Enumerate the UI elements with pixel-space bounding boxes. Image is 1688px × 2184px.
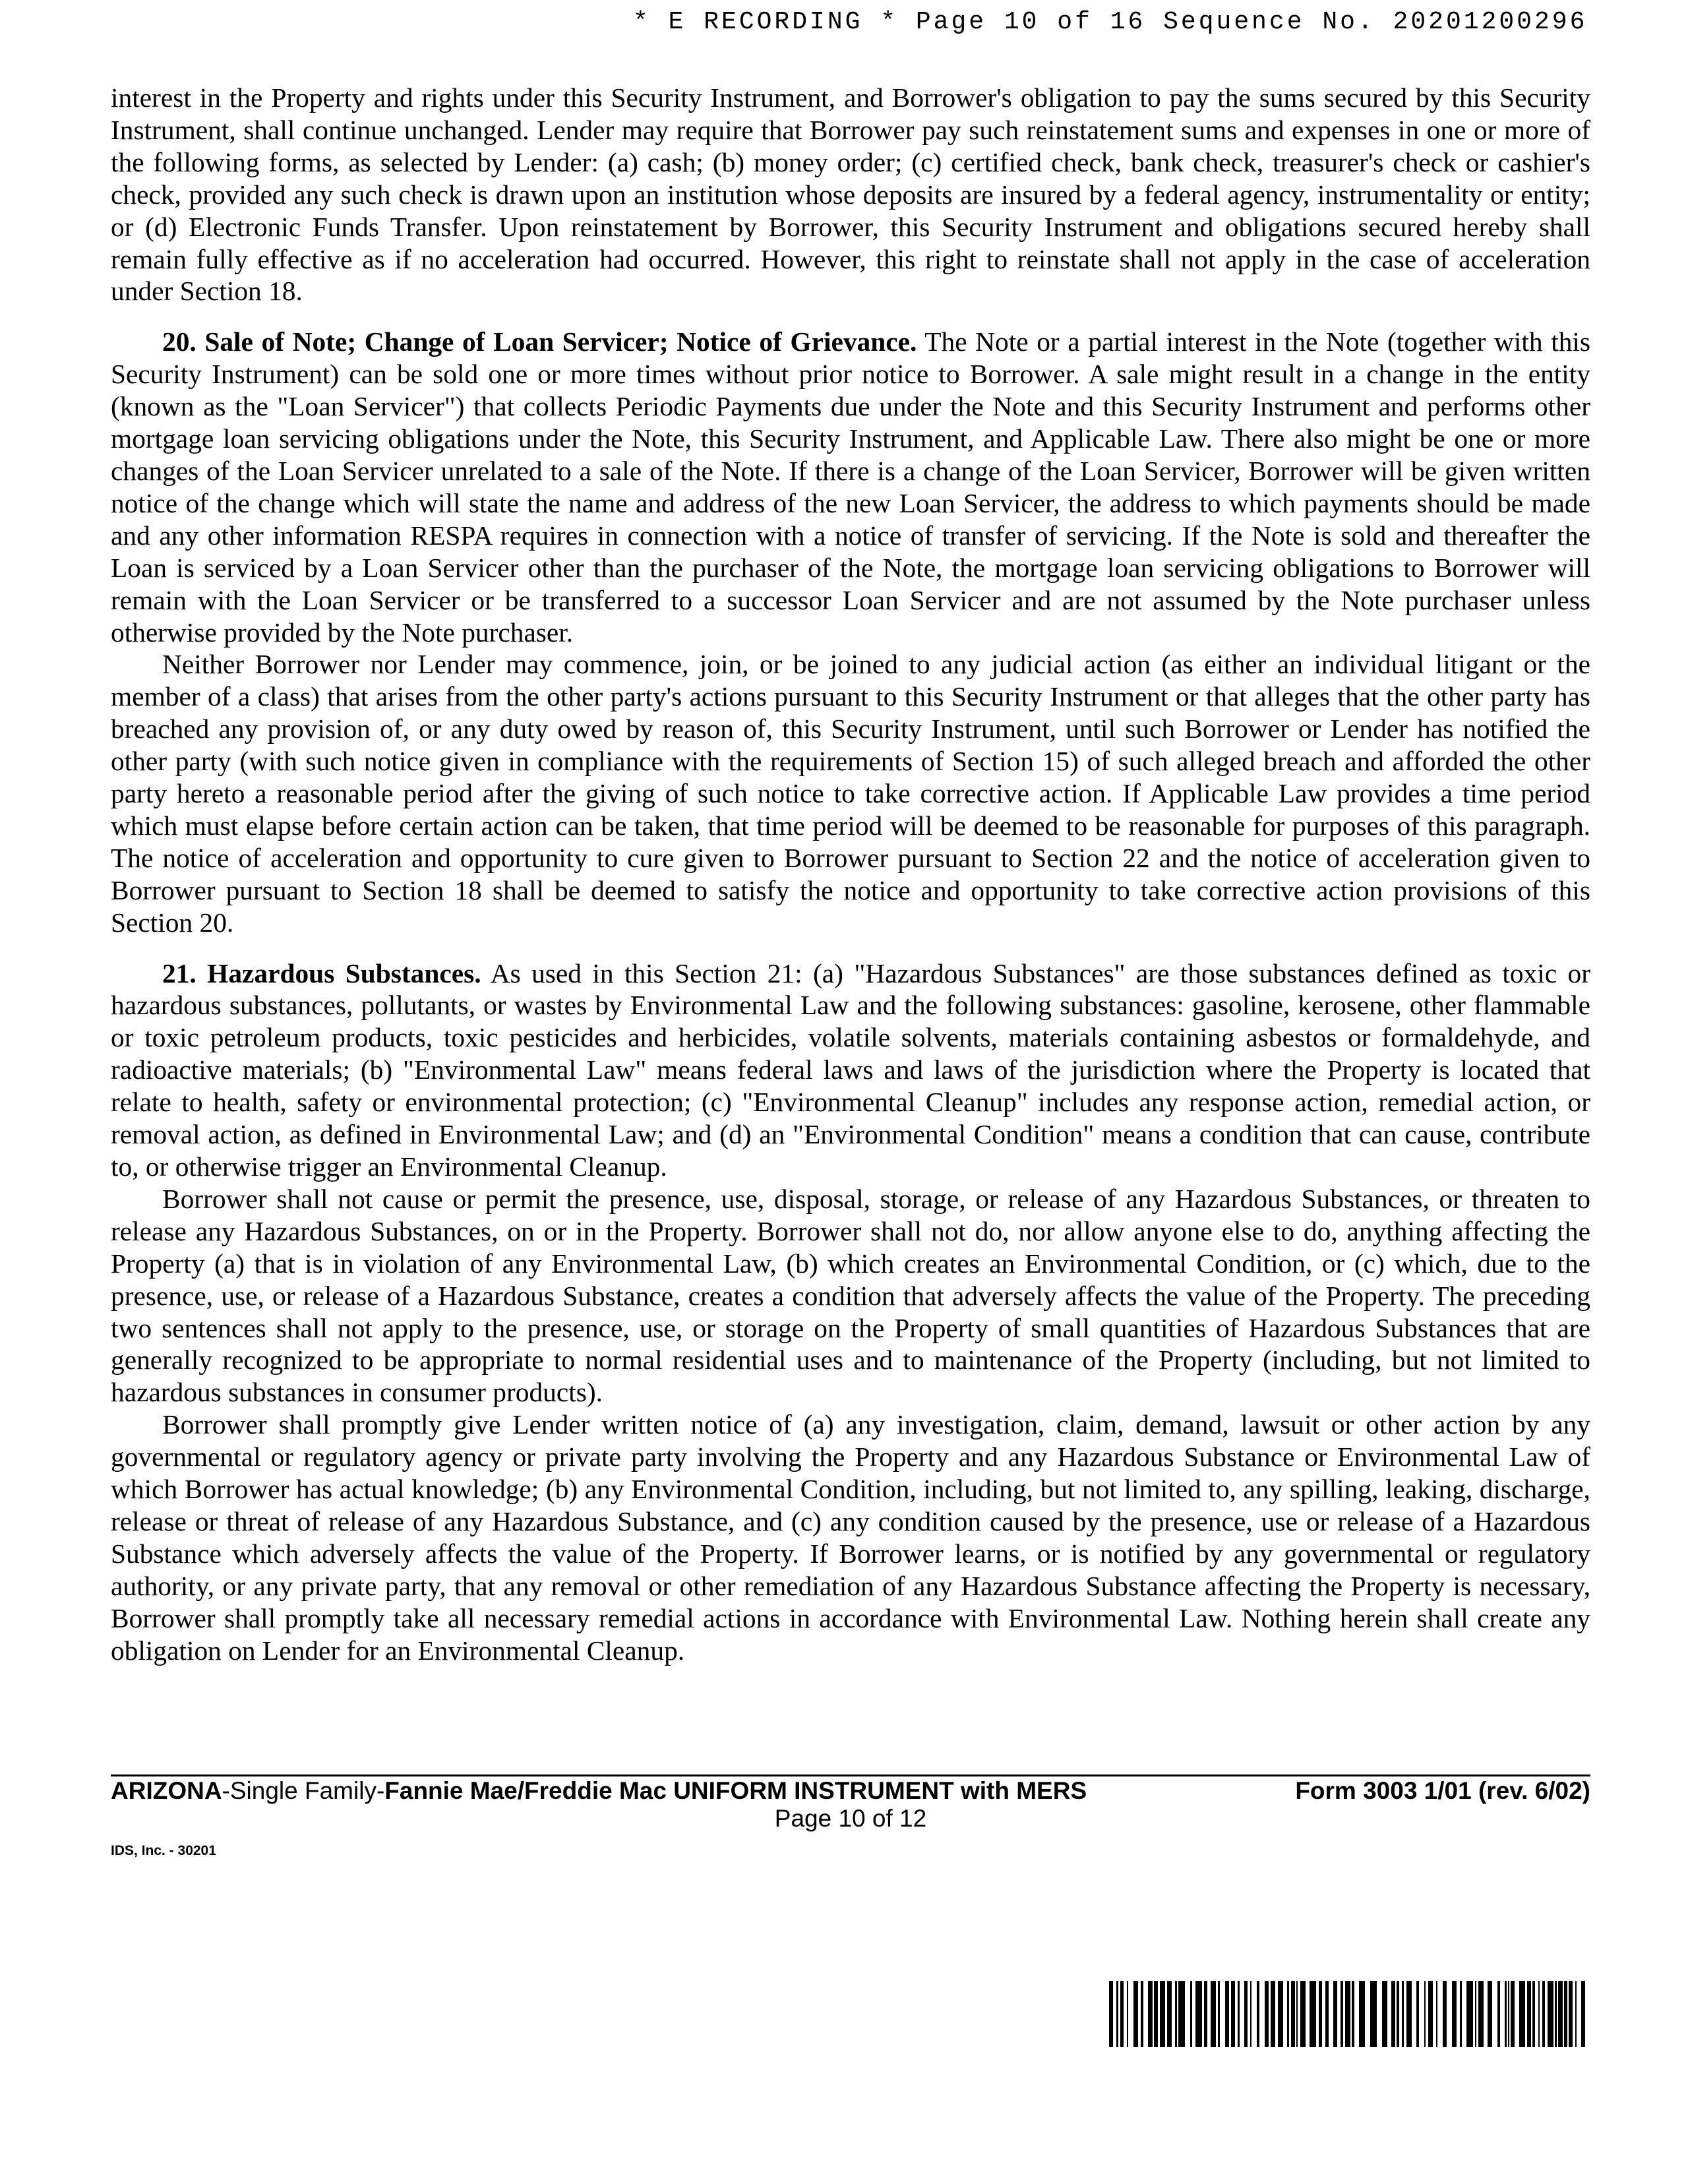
barcode-bar: [1190, 1981, 1192, 2047]
barcode-bar: [1167, 1981, 1172, 2047]
footer-instrument: Fannie Mae/Freddie Mac UNIFORM INSTRUMENT with MERS: [384, 1777, 1087, 1804]
barcode-bar: [1175, 1981, 1177, 2047]
barcode-bar: [1519, 1981, 1525, 2047]
barcode-bar: [1341, 1981, 1343, 2047]
section-20-heading: 20. Sale of Note; Change of Loan Servicer; Notice of Grievance.: [162, 326, 917, 357]
barcode-bar: [1564, 1981, 1567, 2047]
barcode-bar: [1238, 1981, 1240, 2047]
barcode-bar: [1265, 1981, 1269, 2047]
barcode-bar: [1575, 1981, 1577, 2047]
barcode-bar: [1244, 1981, 1248, 2047]
footer-page-number: Page 10 of 12: [774, 1805, 927, 1832]
barcode-bar: [1460, 1981, 1462, 2047]
barcode-bar: [1511, 1981, 1515, 2047]
barcode-bar: [1257, 1981, 1259, 2047]
barcode-bar: [1402, 1981, 1404, 2047]
barcode-bar: [1291, 1981, 1295, 2047]
section-21-paragraph-3: Borrower shall promptly give Lender written notice of (a) any investigation, claim, demand, lawsuit or other action by any governmental or regulatory agency or private party involving the Property and any Hazardous Substance or Environmental Law of which Borrower has actual knowledge; (b) any Environmental Condition, including, but not limited to, any spilling, leaking, discharge, release or threat of release of any Hazardous Substance, and (c) any condition caused by the presence, use or release of a Hazardous Substance which adversely affects the value of the Property. If Borrower learns, or is notified by any governmental or regulatory authority, or any private party, that any removal or other remediation of any Hazardous Substance affecting the Property is necessary, Borrower shall promptly take all necessary remedial actions in accordance with Environmental Law. Nothing herein shall create any obligation on Lender for an Environmental Cleanup.: [111, 1409, 1590, 1666]
barcode-bar: [1271, 1981, 1275, 2047]
barcode-bar: [1548, 1981, 1553, 2047]
barcode-bar: [1225, 1981, 1229, 2047]
barcode-bar: [1542, 1981, 1545, 2047]
barcode-bar: [1250, 1981, 1251, 2047]
barcode-image: [1109, 1981, 1586, 2047]
barcode-bar: [1141, 1981, 1143, 2047]
barcode-bar: [1148, 1981, 1153, 2047]
barcode-bar: [1310, 1981, 1316, 2047]
ids-label: IDS, Inc. - 30201: [111, 1843, 216, 1858]
barcode-bar: [1466, 1981, 1473, 2047]
barcode-bar: [1428, 1981, 1433, 2047]
barcode-bar: [1555, 1981, 1557, 2047]
barcode-bar: [1508, 1981, 1509, 2047]
barcode-bar: [1127, 1981, 1128, 2047]
barcode-bar: [1397, 1981, 1399, 2047]
barcode-bar: [1109, 1981, 1113, 2047]
footer-form-number: Form 3003 1/01 (rev. 6/02): [1295, 1777, 1590, 1804]
barcode-bar: [1204, 1981, 1207, 2047]
barcode-bar: [1154, 1981, 1158, 2047]
barcode-bar: [1345, 1981, 1350, 2047]
continuation-paragraph: interest in the Property and rights under this Security Instrument, and Borrower's obligation to pay the sums secured by this Security Instrument, shall continue unchanged. Lender may require that Borrower pay such reinstatement sums and expenses in one or more of the following forms, as selected by Lender: (a) cash; (b) money order; (c) certified check, bank check, treasurer's check or cashier's check, provided any such check is drawn upon an institution whose deposits are insured by a federal agency, instrumentality or entity; or (d) Electronic Funds Transfer. Upon reinstatement by Borrower, this Security Instrument and obligations secured hereby shall remain fully effective as if no acceleration had occurred. However, this right to reinstate shall not apply in the case of acceleration under Section 18.: [111, 82, 1590, 307]
barcode-bar: [1416, 1981, 1419, 2047]
barcode-bar: [1527, 1981, 1531, 2047]
barcode-bar: [1352, 1981, 1354, 2047]
barcode-bar: [1178, 1981, 1185, 2047]
barcode-bar: [1488, 1981, 1492, 2047]
section-21-heading: 21. Hazardous Substances.: [162, 957, 481, 988]
section-21-paragraph: [111, 957, 1590, 1183]
barcode-bar: [1436, 1981, 1437, 2047]
barcode-bar: [1443, 1981, 1447, 2047]
barcode-bar: [1287, 1981, 1289, 2047]
footer-form-line: [111, 1776, 1590, 1805]
barcode-bar: [1370, 1981, 1377, 2047]
barcode-bar: [1218, 1981, 1220, 2047]
section-20-paragraph: [111, 326, 1590, 648]
barcode-bar: [1452, 1981, 1457, 2047]
barcode-bar: [1505, 1981, 1507, 2047]
barcode-bar: [1532, 1981, 1535, 2047]
recording-header: * E RECORDING * Page 10 of 16 Sequence No. 20201200296: [633, 8, 1588, 36]
barcode-bar: [1569, 1981, 1573, 2047]
barcode-bar: [1120, 1981, 1124, 2047]
barcode-bar: [1333, 1981, 1337, 2047]
barcode-bar: [1406, 1981, 1412, 2047]
footer-family: -Single Family-: [222, 1777, 385, 1804]
section-20-text: The Note or a partial interest in the Note (together with this Security Instrument) can be sold one or more times without prior notice to Borrower. A sale might result in a change in the entity (known as the "Loan Servicer") that collects Periodic Payments due under the Note and this Security Instrument and performs other mortgage loan servicing obligations under the Note, this Security Instrument, and Applicable Law. There also might be one or more changes of the Loan Servicer unrelated to a sale of the Note. If there is a change of the Loan Servicer, Borrower will be given written notice of the change which will state the name and address of the new Loan Servicer, the address to which payments should be made and any other information RESPA requires in connection with a notice of transfer of servicing. If the Note is sold and thereafter the Loan is serviced by a Loan Servicer other than the purchaser of the Note, the mortgage loan servicing obligations to Borrower will remain with the Loan Servicer or be transferred to a successor Loan Servicer and are not assumed by the Note purchaser unless otherwise provided by the Note purchaser.: [111, 326, 1590, 648]
barcode-bar: [1278, 1981, 1283, 2047]
document-body: [111, 82, 1590, 1667]
barcode-bar: [1116, 1981, 1118, 2047]
barcode-bar: [1300, 1981, 1306, 2047]
barcode-bar: [1497, 1981, 1500, 2047]
barcode-bar: [1195, 1981, 1202, 2047]
barcode-bar: [1382, 1981, 1387, 2047]
barcode-bar: [1359, 1981, 1365, 2047]
barcode-bar: [1475, 1981, 1476, 2047]
barcode-bar: [1160, 1981, 1165, 2047]
barcode-bar: [1319, 1981, 1322, 2047]
section-20-paragraph-2: Neither Borrower nor Lender may commence, join, or be joined to any judicial action (as either an individual litigant or the member of a class) that arises from the other party's actions pursuant to this Security Instrument or that alleges that the other party has breached any provision of, or any duty owed by reason of, this Security Instrument, until such Borrower or Lender has notified the other party (with such notice given in compliance with the requirements of Section 15) of such alleged breach and afforded the other party hereto a reasonable period after the giving of such notice to take corrective action. If Applicable Law provides a time period which must elapse before certain action can be taken, that time period will be deemed to be reasonable for purposes of this paragraph. The notice of acceleration and opportunity to cure given to Borrower pursuant to Section 22 and the notice of acceleration given to Borrower pursuant to Section 18 shall be deemed to satisfy the notice and opportunity to take corrective action provisions of this Section 20.: [111, 649, 1590, 938]
barcode-bar: [1231, 1981, 1235, 2047]
barcode-bar: [1325, 1981, 1329, 2047]
section-21-text: As used in this Section 21: (a) "Hazardous Substances" are those substances defined as toxic or hazardous substances, pollutants, or wastes by Environmental Law and the following substances: gasoline, kerosene, other flammable or toxic petroleum products, toxic pesticides and herbicides, volatile solvents, materials containing asbestos or formaldehyde, and radioactive materials; (b) "Environmental Law" means federal laws and laws of the jurisdiction where the Property is located that relate to health, safety or environmental protection; (c) "Environmental Cleanup" includes any response action, remedial action, or removal action, as defined in Environmental Law; and (d) an "Environmental Condition" means a condition that can cause, contribute to, or otherwise trigger an Environmental Cleanup.: [111, 957, 1591, 1182]
footer-state: ARIZONA: [111, 1777, 222, 1804]
barcode-bar: [1424, 1981, 1426, 2047]
barcode-bar: [1478, 1981, 1484, 2047]
section-21-paragraph-2: Borrower shall not cause or permit the presence, use, disposal, storage, or release of any Hazardous Substances, or threaten to release any Hazardous Substances, on or in the Property. Borrower shall not do, nor allow anyone else to do, anything affecting the Property (a) that is in violation of any Environmental Law, (b) which creates an Environmental Condition, or (c) which, due to the presence, use, or release of a Hazardous Substance, creates a condition that adversely affects the value of the Property. The preceding two sentences shall not apply to the presence, use, or storage on the Property of small quantities of Hazardous Substances that are generally recognized to be appropriate to normal residential uses and to maintenance of the Property (including, but not limited to hazardous substances in consumer products).: [111, 1183, 1590, 1408]
barcode-bar: [1296, 1981, 1298, 2047]
barcode-bar: [1581, 1981, 1585, 2047]
barcode-bar: [1538, 1981, 1540, 2047]
barcode-bar: [1133, 1981, 1138, 2047]
barcode-bar: [1391, 1981, 1395, 2047]
barcode-bar: [1211, 1981, 1216, 2047]
barcode-bar: [1558, 1981, 1563, 2047]
